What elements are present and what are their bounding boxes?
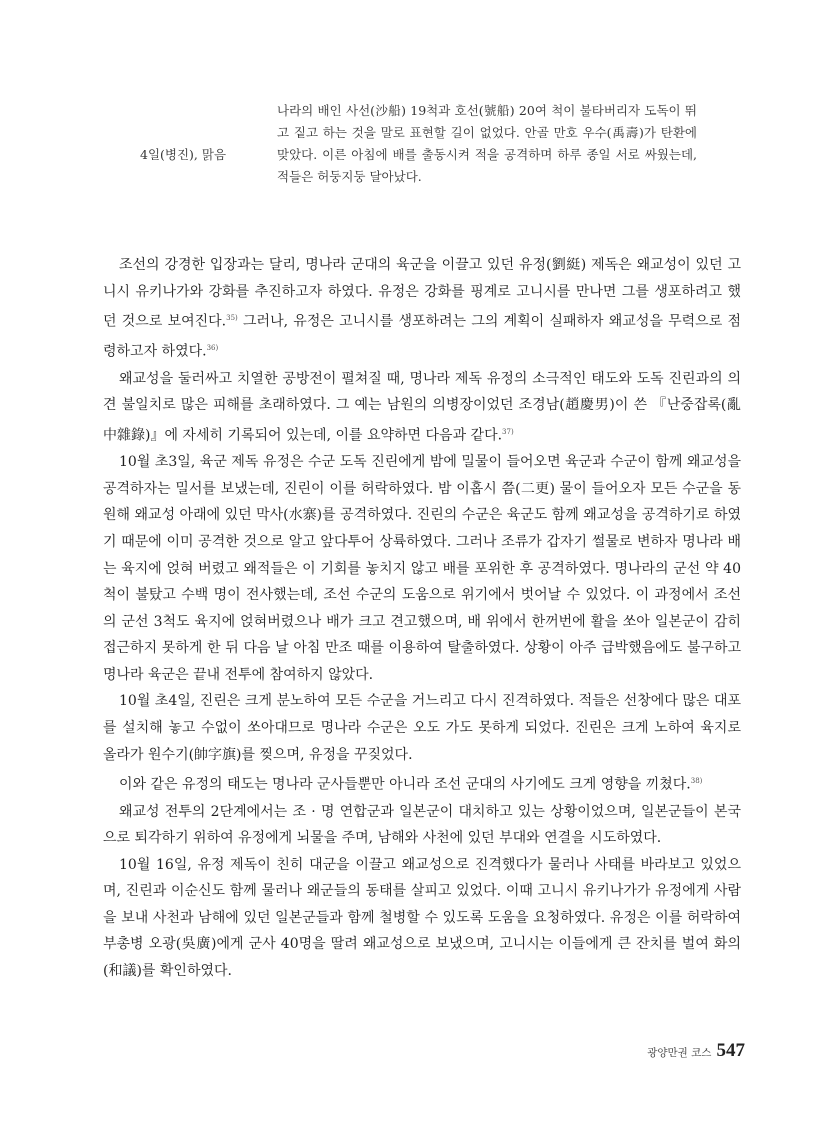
paragraph: 왜교성 전투의 2단계에서는 조 · 명 연합군과 일본군이 대치하고 있는 상황이었으며, 일본군들이 본국으로 퇴각하기 위하여 유정에게 뇌물을 주며, 남해와 사천에 있던 부대와 연결을 시도하였다. bbox=[103, 803, 741, 847]
paragraph: 이와 같은 유정의 태도는 명나라 군사들뿐만 아니라 조선 군대의 사기에도 크게 영향을 끼쳤다.$^{38)}$ bbox=[119, 776, 703, 793]
paragraph: 10월 16일, 유정 제독이 친히 대군을 이끌고 왜교성으로 진격했다가 물러나 사태를 바라보고 있었으며, 진린과 이순신도 함께 물러나 왜군들의 동태를 살피고 있었다. 이때 고니시 유키나가가 유정에게 사람을 보내 사천과 남해에 있던 일본군들과 함께 철병할 수 있도록 도움을 요청하였다. 유정은 이를 허락하여 부총병 오광(吳廣)에게 군사 40명을 딸려 왜교성으로 보냈으며, 고니시는 이들에게 큰 잔치를 벌여 화의(和議)를 확인하였다. bbox=[103, 856, 741, 980]
footer-section-label: 광양만권 코스 bbox=[647, 1047, 712, 1059]
footnote-ref: 38) bbox=[690, 777, 703, 786]
paragraph: 10월 초4일, 진린은 크게 분노하여 모든 수군을 거느리고 다시 진격하였다. 적들은 선창에다 많은 대포를 설치해 놓고 수없이 쏘아대므로 명나라 수군은 오도 가도 못하게 되었다. 진린은 크게 노하여 육지로 올라가 원수기(帥字旗)를 찢으며, 유정을 꾸짖었다. bbox=[103, 693, 741, 763]
footnote-ref: 37) bbox=[502, 427, 514, 436]
paragraph: 10월 초3일, 육군 제독 유정은 수군 도독 진린에게 밤에 밀물이 들어오면 육군과 수군이 함께 왜교성을 공격하자는 밀서를 보냈는데, 진린이 이를 허락하였다. 밤 이홉시 쯤(二更) 물이 들어오자 모든 수군을 동원해 왜교성 아래에 있던 막사(水寨)를 공격하였다. 진린의 수군은 육군도 함께 왜교성을 공격하기로 하였기 때문에 이미 공격한 것으로 알고 앞다투어 상륙하였다. 그러나 조류가 갑자기 썰물로 변하자 명나라 배는 육지에 얹혀 버렸고 왜적들은 이 기회를 놓치지 않고 배를 포위한 후 공격하였다. 명나라의 군선 약 40척이 불탔고 수백 명이 전사했는데, 조선 수군의 도움으로 위기에서 벗어날 수 있었다. 이 과정에서 조선의 군선 3척도 육지에 얹혀버렸으나 배가 크고 견고했으며, 배 위에서 한꺼번에 활을 쏘아 일본군이 감히 접근하지 못하게 한 뒤 다음 날 아침 만조 때를 이용하여 탈출하였다. 상황이 아주 급박했음에도 불구하고 명나라 육군은 끝내 전투에 참여하지 않았다. bbox=[103, 454, 741, 683]
diary-entry-text: 나라의 배인 사선(沙船) 19척과 호선(號船) 20여 척이 불타버리자 도독이 뛰고 짙고 하는 것을 말로 표현할 길이 없었다. 안골 만호 우수(禹壽)가 탄환에 맞았다. 이른 아침에 배를 출동시켜 적을 공격하며 하루 종일 서로 싸웠는데, 적들은 허둥지둥 달아났다. bbox=[277, 103, 697, 184]
page-number: 547 bbox=[716, 1040, 745, 1061]
diary-date: 4일(병진), 맑음 bbox=[140, 147, 227, 162]
page-footer bbox=[647, 1040, 745, 1062]
body-text bbox=[103, 252, 741, 985]
footnote-ref: 36) bbox=[206, 344, 219, 353]
paragraph: 왜교성을 둘러싸고 치열한 공방전이 펼쳐질 때, 명나라 제독 유정의 소극적인 태도와 도독 진린과의 의견 불일치로 많은 피해를 초래하였다. 그 예는 남원의 의병장이었던 조경남(趙慶男)이 쓴 『난중잡록(亂中雜錄)』에 자세히 기록되어 있는데, 이를 요약하면 다음과 같다.$^{37)}$ bbox=[103, 370, 741, 444]
paragraph: 조선의 강경한 입장과는 달리, 명나라 군대의 육군을 이끌고 있던 유정(劉綎) 제독은 왜교성이 있던 고니시 유키나가와 강화를 추진하고자 하였다. 유정은 강화를 핑계로 고니시를 만나면 그를 생포하려고 했던 것으로 보여진다.$^{35)}$ 그러나, 유정은 고니시를 생포하려는 그의 계획이 실패하자 왜교성을 무력으로 점령하고자 하였다.$^{36)}$ bbox=[103, 257, 741, 361]
footnote-ref: 35) bbox=[226, 314, 238, 323]
